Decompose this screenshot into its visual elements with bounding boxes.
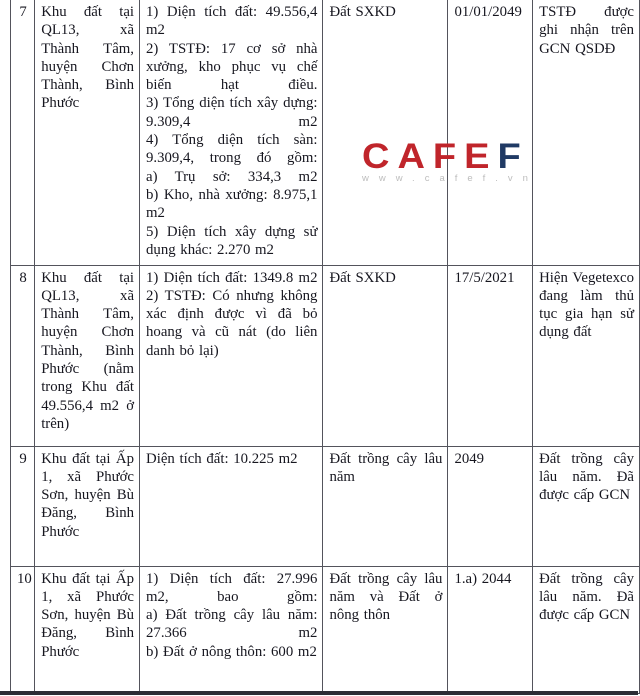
cell-location: Khu đất tại Ấp 1, xã Phước Sơn, huyện Bù Đăng, Bình Phước <box>35 446 140 566</box>
table-row <box>11 446 640 566</box>
cell-expiry-date: 17/5/2021 <box>448 265 533 446</box>
cell-expiry-date: 1.a) 2044 <box>448 566 533 693</box>
page-bottom-rule <box>0 691 638 695</box>
row-number: 9 <box>11 446 35 566</box>
cell-location: Khu đất tại QL13, xã Thành Tâm, huyện Chơn Thành, Bình Phước (nằm trong Khu đất 49.556,4 m2 ở trên) <box>35 265 140 446</box>
cell-land-type: Đất SXKD <box>323 0 448 265</box>
cell-land-type: Đất trồng cây lâu năm <box>323 446 448 566</box>
cell-land-type: Đất trồng cây lâu năm và Đất ở nông thôn <box>323 566 448 693</box>
cell-status: Đất trồng cây lâu năm. Đã được cấp GCN <box>533 446 640 566</box>
table-row <box>11 566 640 693</box>
row-number: 8 <box>11 265 35 446</box>
cell-location: Khu đất tại QL13, xã Thành Tâm, huyện Chơn Thành, Bình Phước <box>35 0 140 265</box>
cell-expiry-date: 2049 <box>448 446 533 566</box>
cell-details: 1) Diện tích đất: 1349.8 m2 2) TSTĐ: Có nhưng không xác định được vì đã bỏ hoang và cũ nát (do liên danh bỏ lại) <box>140 265 323 446</box>
cell-land-type: Đất SXKD <box>323 265 448 446</box>
land-parcel-table <box>10 0 640 694</box>
cafef-logo-blue-part: F <box>497 137 529 177</box>
cell-status: Đất trồng cây lâu năm. Đã được cấp GCN <box>533 566 640 693</box>
cell-status: Hiện Vegetexco đang làm thủ tục gia hạn sử dụng đất <box>533 265 640 446</box>
row-number: 10 <box>11 566 35 693</box>
cell-expiry-date: 01/01/2049 <box>448 0 533 265</box>
row-number: 7 <box>11 0 35 265</box>
cafef-url-text: www.cafef.vn <box>362 173 538 184</box>
cafef-logo-red-part: CAFE <box>362 137 498 177</box>
cell-details: Diện tích đất: 10.225 m2 <box>140 446 323 566</box>
cell-details: 1) Diện tích đất: 27.996 m2, bao gồm: a) Đất trồng cây lâu năm: 27.366 m2 b) Đất ở nông thôn: 600 m2 <box>140 566 323 693</box>
cell-details: 1) Diện tích đất: 49.556,4 m2 2) TSTĐ: 17 cơ sở nhà xưởng, kho phục vụ chế biến hạt điều. 3) Tổng diện tích xây dựng: 9.309,4 m2 4) Tổng diện tích sàn: 9.309,4, trong đó gồm: a) Trụ sở: 334,3 m2 b) Kho, nhà xưởng: 8.975,1 m2 5) Diện tích xây dựng sử dụng khác: 2.270 m2 <box>140 0 323 265</box>
cell-status: TSTĐ được ghi nhận trên GCN QSDĐ <box>533 0 640 265</box>
table-row <box>11 0 640 265</box>
cell-location: Khu đất tại Ấp 1, xã Phước Sơn, huyện Bù Đăng, Bình Phước <box>35 566 140 693</box>
table-row <box>11 265 640 446</box>
